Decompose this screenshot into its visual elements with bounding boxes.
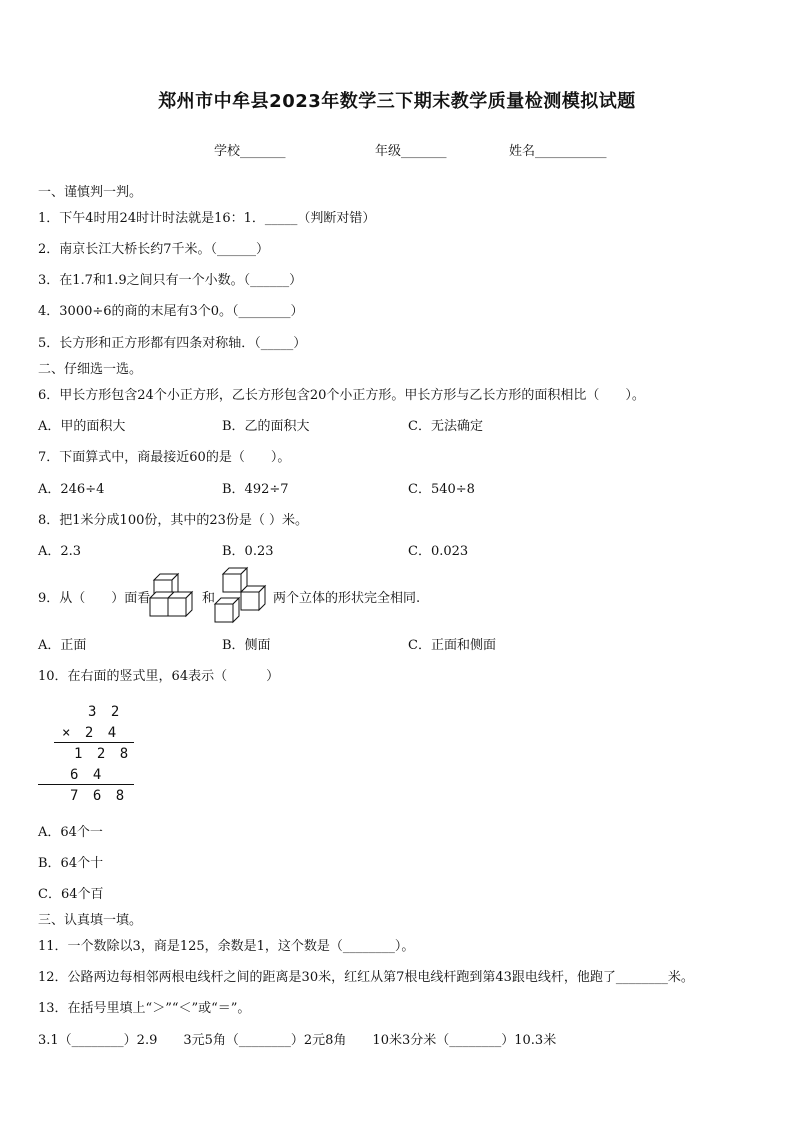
question-6: 6．甲长方形包含24个小正方形，乙长方形包含20个小正方形。甲长方形与乙长方形的面积相比（ ）。: [38, 388, 645, 403]
q9-option-b: B．侧面: [222, 638, 271, 653]
name-field: 姓名___________: [509, 144, 607, 159]
q6-option-b: B．乙的面积大: [222, 419, 310, 434]
q7-option-b: B．492÷7: [222, 482, 289, 497]
q8-option-a: A．2.3: [38, 544, 82, 559]
section-heading-2: 二、仔细选一选。: [38, 362, 143, 377]
question-12: 12．公路两边每相邻两根电线杆之间的距离是30米，红红从第7根电线杆跑到第43跟电线杆，他跑了________米。: [38, 970, 694, 985]
question-8: 8．把1米分成100份，其中的23份是（ ）米。: [38, 513, 309, 528]
q10-option-c: C．64个百: [38, 887, 104, 902]
calc-rule-2: [38, 784, 134, 785]
q8-option-b: B．0.23: [222, 544, 274, 559]
section-heading-3: 三、认真填一填。: [38, 913, 143, 928]
question-11: 11．一个数除以3，商是125，余数是1，这个数是（________）。: [38, 939, 415, 954]
question-13: 13．在括号里填上“＞”“＜”或“＝”。: [38, 1001, 251, 1016]
cube-figure-1: [148, 570, 202, 622]
q7-option-a: A．246÷4: [38, 482, 105, 497]
q10-option-b: B．64个十: [38, 856, 104, 871]
grade-field: 年级_______: [375, 144, 447, 159]
question-3: 3．在1.7和1.9之间只有一个小数。（______）: [38, 273, 303, 288]
question-9-start: 9．从（ ）面看: [38, 591, 151, 606]
q7-option-c: C．540÷8: [408, 482, 475, 497]
q9-option-c: C．正面和侧面: [408, 638, 496, 653]
calc-rule-1: [54, 742, 134, 743]
question-7: 7．下面算式中，商最接近60的是（ ）。: [38, 450, 291, 465]
calc-partial-2: 6 4: [70, 767, 105, 783]
question-4: 4．3000÷6的商的末尾有3个0。（________）: [38, 304, 304, 319]
q10-option-a: A．64个一: [38, 825, 103, 840]
q6-option-c: C．无法确定: [408, 419, 483, 434]
question-10: 10．在右面的竖式里，64表示（ ）: [38, 669, 280, 684]
calc-partial-1: 1 2 8: [74, 746, 132, 762]
calc-product: 7 6 8: [70, 788, 128, 804]
question-13-items: 3.1（________）2.9 3元5角（________）2元8角 10米3分米（________）10.3米: [38, 1033, 557, 1048]
question-9-end: 两个立体的形状完全相同.: [273, 591, 421, 606]
calc-multiplier: × 2 4: [62, 725, 120, 741]
question-2: 2．南京长江大桥长约7千米。（______）: [38, 242, 270, 257]
q9-option-a: A．正面: [38, 638, 87, 653]
cube-figure-2: [213, 566, 273, 624]
section-heading-1: 一、谨慎判一判。: [38, 185, 143, 200]
question-9-mid: 和: [202, 591, 216, 606]
question-1: 1．下午4时用24时计时法就是16：1．_____（判断对错）: [38, 211, 376, 226]
page-title: 郑州市中牟县2023年数学三下期末教学质量检测模拟试题: [158, 91, 636, 112]
question-5: 5．长方形和正方形都有四条对称轴．（_____）: [38, 336, 307, 351]
school-field: 学校_______: [214, 144, 286, 159]
calc-multiplicand: 3 2: [88, 704, 123, 720]
q6-option-a: A．甲的面积大: [38, 419, 126, 434]
q8-option-c: C．0.023: [408, 544, 469, 559]
